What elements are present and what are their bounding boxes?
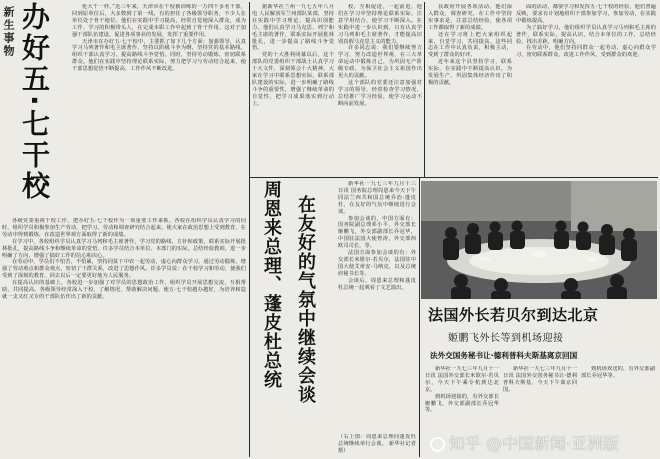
paragraph: 到机场欢送的，有外交部副部长乔冠华等。	[581, 366, 655, 379]
paragraph: 还在学习班上把大家组织起来，自觉学习，共同提高。这些同志在工作中认真负责，积极主动，受到了群众的好评。	[428, 31, 512, 59]
paragraph: 近年来这个县坚持学习，联系实际，在实践中不断提高认识，为发展生产、巩固集体经济作出了积极的贡献。	[428, 59, 512, 86]
meeting-photo	[421, 181, 657, 299]
paragraph: 许多同志说：我们要继续努力学习，努力改造世界观，在三大革命运动中锻炼自己，为巩固无产阶级专政，为保卫社会主义祖国作出更大的贡献。	[338, 45, 422, 80]
paragraph: 县政府开展各项活动。他们深入群众，调查研究，在工作中坚持实事求是，注意总结经验，使各项工作都取得了新的成绩。	[428, 4, 512, 31]
paragraph: 参加会谈的，中国方面有：国务院副总理邓小平，外交部长姬鹏飞，外交部副部长乔冠华，中国驻法国大使曾涛，外交部西欧司司长，等。	[338, 215, 416, 250]
paragraph: 新华社一九七三年九月十一日讯 法国外交国务秘书让·德利普科夫斯基，今天下午离京回国。	[503, 366, 577, 393]
paragraph: 在提高认识的基础上，各校进一步加强了对学员的思想政治工作，组织学员开展思想交流，互相帮助，共同提高。各级领导经常深入干校，了解情况，帮助解决问题，使五·七干校越办越好，为培养和造就一支又红又专的干部队伍作出了新的贡献。	[2, 280, 246, 300]
column-rule	[249, 2, 250, 457]
dateline-paragraph: 新华社一九七三年九月十三日讯 国务院总理周恩来今天下午同法兰西共和国总统乔治·蓬皮杜，在友好的气氛中继续进行会谈。	[338, 181, 416, 215]
top-right-col-2	[516, 4, 656, 174]
watermark-text: 知乎 @中国新闻·亚洲版	[449, 434, 620, 453]
paragraph: 到机场迎接的，有外交部长姬鹏飞，外交部副部长乔冠华等。	[425, 393, 499, 414]
meeting-photo-image	[421, 181, 657, 299]
paragraph: 据新华社兰州一九七五年八月电 人民解放军兰州部队某部，坚持在实践中学习理论，提高识别能力。他们认真学习马克思、列宁和毛主席的著作，联系实际开展批林批孔，进一步提高了路线斗争觉悟。	[252, 4, 334, 52]
left-article-col-top	[72, 4, 246, 215]
zhou-article-subtitle: 周恩来总理、蓬皮杜总统	[261, 180, 282, 389]
paragraph: 在劳动中，学员们不怕苦、不怕累，坚持同贫下中农一起劳动，虚心向群众学习。通过劳动锻炼，增强了劳动观点和群众观点，密切了干群关系，改进了思想作风。许多学员说：在干校学习和劳动，使我们受到了深刻的教育，回去以后一定要更好地为人民服务。	[2, 259, 246, 280]
column-rule	[424, 2, 425, 177]
paragraph: 在学习中，各校组织学员认真学习马列和毛主席著作，学习党的路线、方针和政策，联系实际开展批林批孔，提高路线斗争和继续革命的觉悟。许多学员结合本单位、本部门的实际，总结经验教训，进一步明确了方向，增强了搞好工作的信心和决心。	[2, 238, 246, 259]
zhou-article-footer: （右上图：周恩来总理同蓬皮杜总统继续举行会谈。 新华社记者摄）	[338, 434, 416, 454]
paragraph: 面的活动，都要学习和发挥五·七干校的经验，他们普遍反映，要求有计划地组织干部参加学习，参加劳动，在实践中锻炼提高。	[516, 4, 656, 24]
france-article-subline: 法外交国务秘书让·德利普科夫斯基离京回国	[430, 351, 578, 360]
paragraph: 在劳动中，他们坚持同群众一起劳动，虚心向群众学习，密切联系群众，改进工作作风，受到群众的欢迎。	[516, 45, 656, 59]
paragraph: 会谈后，周恩来总理和蓬皮杜总统一起观看了文艺演出。	[338, 277, 416, 291]
paragraph: 为了搞好学习，他们组织学员认真学习马列和毛主席的著作，联系实际，提高认识，结合本单位的工作，总结经验，找出差距，明确方向。	[516, 24, 656, 45]
watermark	[430, 431, 619, 454]
section-rule	[250, 177, 658, 178]
paragraph: 天津市在办好五·七干校中，主要抓了如下几个方面：加强领导，认真学习马列著作和毛主席著作，坚持以阶级斗争为纲，坚持党的基本路线，组织干部认真学习，提高路线斗争觉悟。同时，坚持劳动锻炼，密切联系群众。他们在实践中坚持理论联系实际，努力把学习与劳动结合起来，使干部思想觉悟不断提高，工作作风不断改进。	[72, 38, 246, 73]
paragraph: 党的十大胜利闭幕以后，这个部队的党委组织干部战士认真学习十大文件，深刻领会十大精神。大家在学习中联系思想实际，联系部队建设的实际，进一步明确了路线斗争的重要性，增强了继续革命的自觉性，把学习成果落实到行动上。	[252, 52, 334, 107]
mid-article-col	[252, 4, 334, 174]
france-article-subheadline: 姬鹏飞外长等到机场迎接	[448, 333, 564, 344]
paragraph: 这个部队的党委还注意加强对学习的领导，经常检查学习情况，总结推广学习经验，使学习运动不断向前发展。	[338, 79, 422, 107]
kicker-label: 新生事物	[2, 6, 15, 58]
mid-article-col-right	[338, 4, 422, 174]
top-right-col-1	[428, 4, 512, 174]
left-article-title: 办好五·七干校	[18, 2, 51, 202]
paragraph: 伦大干一样。”近三年来，天津市在干校被训练的一万四千多名干部，回到原单位后，大多数到了第一线，有的担任了各级领导职务，不少人在单位处于骨干地位。他们在实践中学习提高，经常自觉地深入群众，成为工作、学习的积极带头人，在完成本职工作中起到了骨干作用。这对于加强干部队伍建设，促进各项事业的发展，发挥了重要作用。	[72, 4, 246, 38]
zhou-article-col	[338, 181, 416, 431]
zhihu-logo-icon	[430, 437, 445, 452]
paragraph: 新华社一九七三年九月十一日讯 法国外交部长米歇尔·若贝尔，今天下午乘专机到达北京。	[425, 366, 499, 393]
france-article-headline: 法国外长若贝尔到达北京	[428, 306, 599, 324]
column-rule	[419, 178, 420, 457]
paragraph: 校，互相促进，一起前进。他们在学习中坚持理论联系实际，注意学用结合，使学习不断深入。在实践中进一步认识到，只有认真学习马列和毛主席著作，才能提高识别真假马克思主义的能力。	[338, 4, 422, 45]
paragraph: 各级党委重视干校工作，把办好五·七干校作为一项重要工作来抓。各校在组织学员认真学习的同时，组织学员积极参加生产劳动，把学习、劳动和调查研究结合起来，使大家在政治思想上受到教育，在劳动中得到锻炼，在改造世界观方面取得了新的成绩。	[2, 218, 246, 238]
paragraph: 法国方面参加会谈的有：外交部长米歇尔·若贝尔，法国驻中国大使艾蒂安·马纳克，以及总统府秘书长等。	[338, 250, 416, 277]
left-article-col-wide	[2, 218, 246, 456]
zhou-article-title: 在友好的气氛中继续会谈	[295, 195, 316, 404]
